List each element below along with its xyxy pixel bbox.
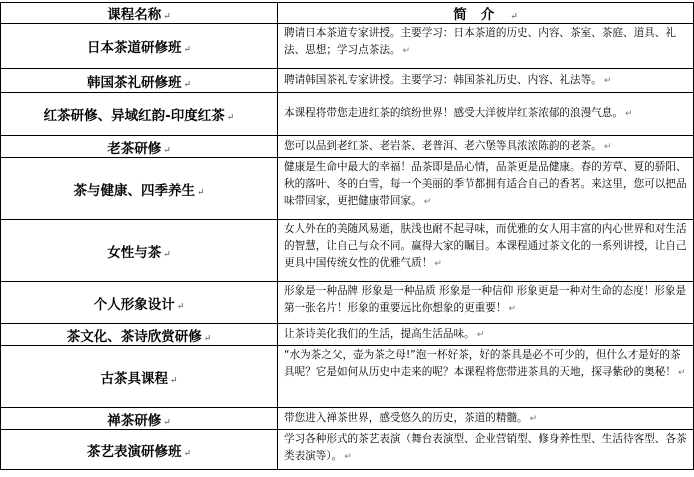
course-name [1, 93, 278, 136]
paragraph-mark-icon: ↵ [176, 301, 185, 312]
paragraph-mark-icon: ↵ [169, 375, 178, 386]
course-name-text: 女性与茶 [107, 244, 162, 261]
course-description-text: 本课程将带您走进红茶的缤纷世界！感受大洋彼岸红茶浓郁的浪漫气息。 [284, 107, 623, 119]
paragraph-mark-icon: ↵ [344, 452, 352, 462]
course-name [1, 158, 278, 220]
course-description-text: 让茶诗美化我们的生活，提高生活品味。 [284, 327, 475, 340]
course-description [278, 408, 694, 430]
course-name-text: 禅茶研修 [107, 412, 162, 429]
paragraph-mark-icon: ↵ [196, 187, 205, 198]
course-description-text: 您可以品到老红茶、老岩茶、老普洱、老六堡等具浓浓陈韵的老茶。 [284, 139, 602, 152]
course-description-text: 学习各种形式的茶艺表演（舞台表演型、企业营销型、修身养性型、生活待客型、各茶类表演等）。 [284, 433, 687, 462]
table-row [1, 282, 694, 324]
course-description [278, 324, 694, 346]
course-description [278, 158, 694, 220]
paragraph-mark-icon: ↵ [163, 249, 171, 260]
course-name [1, 220, 278, 282]
paragraph-mark-icon: ↵ [677, 368, 686, 378]
course-name [1, 324, 278, 346]
paragraph-mark-icon: ↵ [603, 75, 612, 86]
course-description [278, 93, 694, 136]
course-name [1, 282, 278, 324]
course-name-text: 日本茶道研修班 [86, 40, 182, 56]
paragraph-mark-icon: ↵ [203, 333, 212, 344]
course-name [1, 346, 278, 408]
course-description-text: 健康是生命中最大的幸福！品茶即是品心情，品茶更是品健康。春的芳草、夏的骄阳、秋的落叶、冬的白雪，每一个美丽的季节都拥有适合自己的香茗。来这里，您可以把品味带回家，更把健康带回家。 [284, 161, 687, 207]
table-row [1, 220, 694, 282]
header-description [278, 3, 694, 24]
course-description-text: “水为茶之父，壶为茶之母!”泡一杯好茶，好的茶具是必不可少的，但什么才是好的茶具呢？它是如何从历史中走来的呢？本课程将您带进茶具的天地，探寻紫砂的奥秘！ [284, 349, 681, 378]
course-description [278, 430, 694, 470]
course-name-text: 韩国茶礼研修班 [86, 74, 182, 91]
course-description [278, 24, 694, 69]
paragraph-mark-icon: ↵ [603, 141, 612, 152]
course-name [1, 24, 278, 69]
course-description-text: 形象是一种品牌 形象是一种品质 形象是一种信仰 形象更是一种对生命的态度！形象是第一张名片！形象的重要远比你想象的更重要！ [284, 285, 687, 314]
course-name-text: 古茶具课程 [100, 370, 168, 387]
paragraph-mark-icon: ↵ [226, 113, 235, 123]
header-course-name-text: 课程名称 [107, 7, 162, 23]
course-name-text: 茶艺表演研修班 [86, 443, 182, 460]
course-name-text: 茶与健康、四季养生 [73, 182, 195, 199]
paragraph-mark-icon: ↵ [163, 12, 171, 22]
table-row [1, 93, 694, 136]
course-description-text: 女人外在的美随风易逝，肤浅也耐不起寻味，而优雅的女人用丰富的内心世界和对生活的智慧，让自己与众不同。赢得大家的瞩目。本课程通过茶文化的一系列讲授，让自己更具中国传统女性的优雅气质！ [284, 223, 687, 269]
table-row [1, 324, 694, 346]
course-description [278, 220, 694, 282]
table-header-row [1, 3, 694, 24]
table-row [1, 158, 694, 220]
course-name-text: 老茶研修 [107, 140, 162, 157]
paragraph-mark-icon: ↵ [183, 45, 192, 55]
paragraph-mark-icon: ↵ [625, 109, 633, 119]
course-description [278, 69, 694, 93]
course-name [1, 408, 278, 430]
course-name-text: 个人形象设计 [93, 296, 175, 313]
course-description-text: 带您进入禅茶世界，感受悠久的历史，茶道的精髓。 [284, 411, 528, 424]
table-row [1, 430, 694, 470]
course-name [1, 136, 278, 158]
course-name [1, 69, 278, 93]
course-description [278, 282, 694, 324]
paragraph-mark-icon: ↵ [529, 413, 538, 424]
paragraph-mark-icon: ↵ [183, 448, 192, 459]
paragraph-mark-icon: ↵ [434, 259, 442, 269]
table-row [1, 346, 694, 408]
paragraph-mark-icon: ↵ [183, 79, 192, 90]
course-name [1, 430, 278, 470]
table-row [1, 136, 694, 158]
course-name-text: 茶文化、茶诗欣赏研修 [66, 328, 202, 345]
course-table [0, 2, 694, 470]
header-course-name [1, 3, 278, 24]
course-description-text: 聘请日本茶道专家讲授。主要学习：日本茶道的历史、内容、茶室、茶庭、道具、礼法、思想；学习点茶法。 [284, 27, 676, 56]
course-name-text: 红茶研修、异域红韵-印度红茶 [43, 108, 225, 124]
table-row [1, 24, 694, 69]
paragraph-mark-icon: ↵ [402, 46, 411, 56]
paragraph-mark-icon: ↵ [508, 304, 517, 314]
table-row [1, 69, 694, 93]
paragraph-mark-icon: ↵ [510, 12, 532, 22]
paragraph-mark-icon: ↵ [423, 197, 432, 207]
paragraph-mark-icon: ↵ [163, 417, 171, 428]
table-row [1, 408, 694, 430]
paragraph-mark-icon: ↵ [163, 145, 171, 156]
header-description-text: 简介 [453, 7, 509, 23]
course-description [278, 346, 694, 408]
course-description [278, 136, 694, 158]
course-description-text: 聘请韩国茶礼专家讲授。主要学习：韩国茶礼历史、内容、礼法等。 [284, 73, 602, 86]
paragraph-mark-icon: ↵ [476, 329, 485, 340]
